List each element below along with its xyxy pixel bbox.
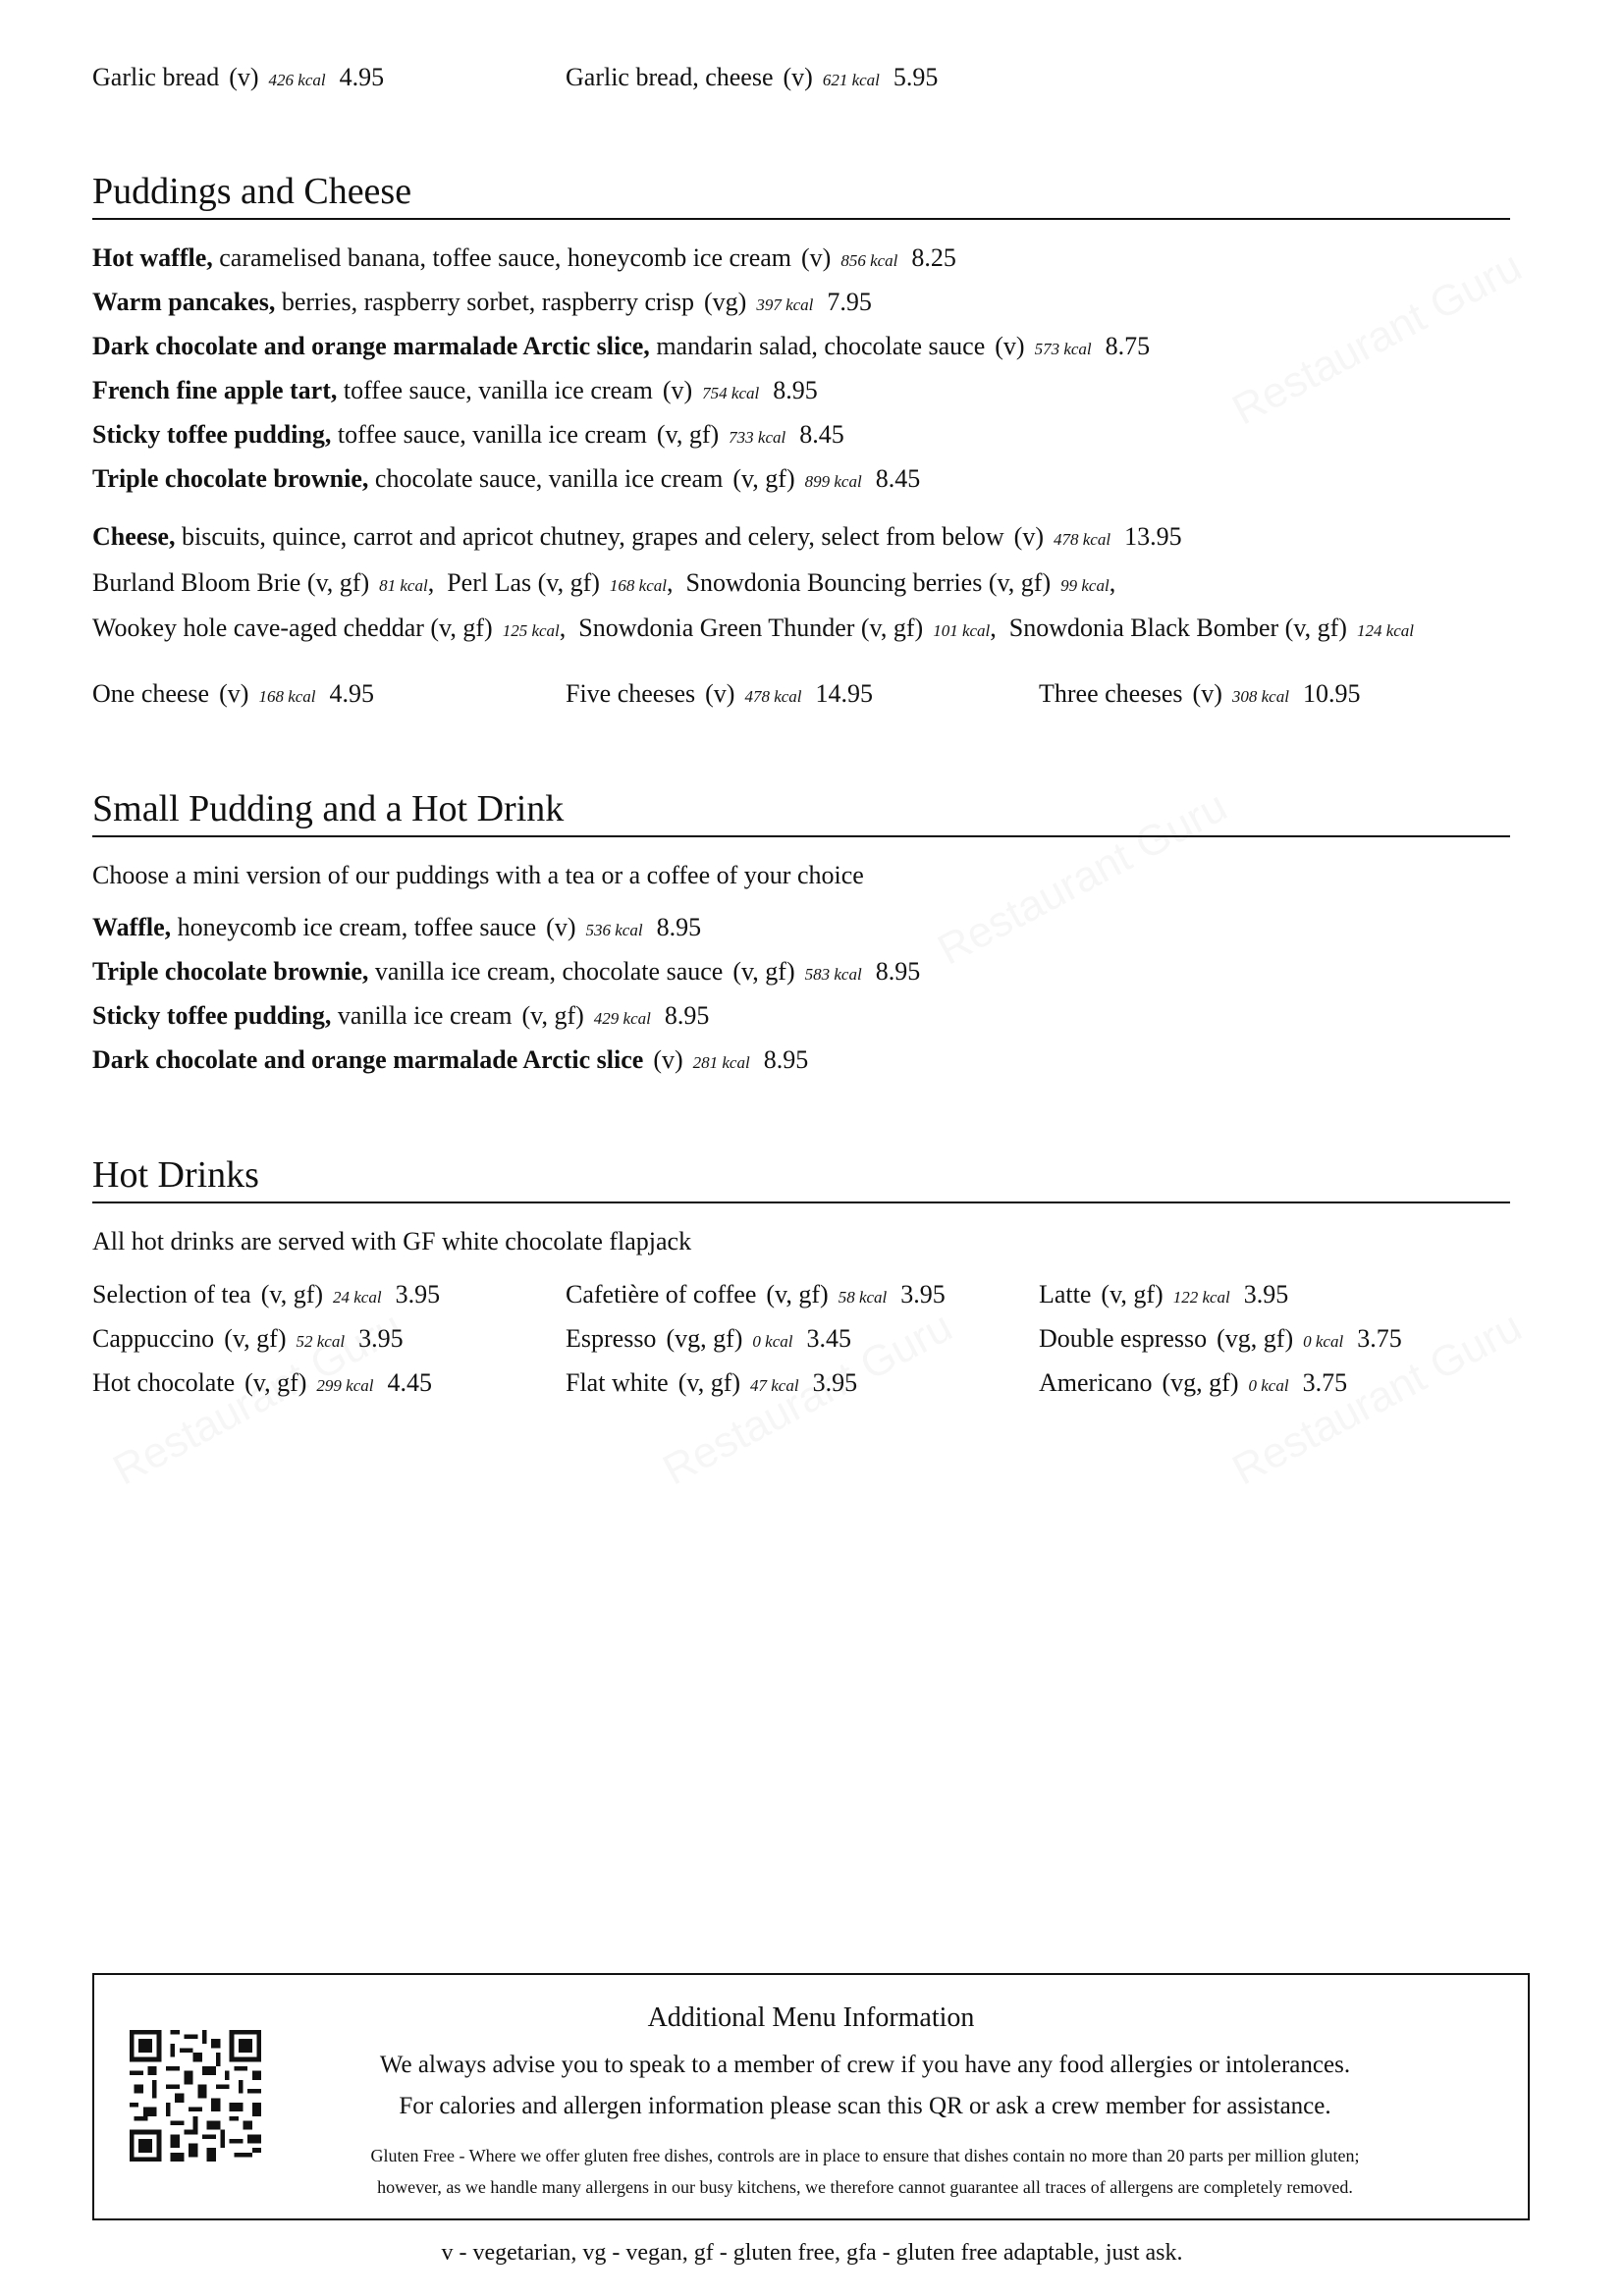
item-kcal: 58 kcal xyxy=(838,1288,888,1307)
item-name: Triple chocolate brownie, xyxy=(92,464,369,493)
item-flags: (v) xyxy=(662,376,693,404)
item-name: Garlic bread, cheese xyxy=(566,63,774,91)
menu-item xyxy=(92,915,701,940)
item-price: 14.95 xyxy=(815,679,874,708)
item-flags: (v) xyxy=(995,332,1025,360)
item-kcal: 899 kcal xyxy=(804,472,862,491)
item-desc: toffee sauce, vanilla ice cream xyxy=(337,376,653,404)
info-allergy-advice: We always advise you to speak to a member of crew if you have any food allergies or intolerances. xyxy=(379,2052,1351,2078)
item-price: 3.95 xyxy=(1243,1280,1289,1308)
section-title-small-pudding: Small Pudding and a Hot Drink xyxy=(92,790,1510,837)
item-name: Latte xyxy=(1039,1280,1092,1308)
item-flags: (v, gf) xyxy=(656,420,720,449)
cheese-name: Snowdonia Green Thunder (v, gf) xyxy=(578,614,924,642)
item-flags: (v) xyxy=(229,63,259,91)
menu-item xyxy=(92,65,384,90)
item-kcal: 754 kcal xyxy=(702,384,760,402)
drink-item xyxy=(1039,1326,1402,1352)
cheese-kcal: 168 kcal xyxy=(609,576,667,595)
info-qr-advice: For calories and allergen information please scan this QR or ask a crew member for assistance. xyxy=(399,2093,1331,2119)
item-flags: (v, gf) xyxy=(224,1324,287,1353)
item-name: Flat white xyxy=(566,1368,669,1397)
item-name: Hot waffle, xyxy=(92,243,213,272)
item-flags: (v, gf) xyxy=(260,1280,324,1308)
item-desc: toffee sauce, vanilla ice cream xyxy=(331,420,647,449)
item-name: Double espresso xyxy=(1039,1324,1208,1353)
item-flags: (vg) xyxy=(704,288,747,316)
drink-item xyxy=(1039,1282,1288,1308)
menu-item xyxy=(92,1047,808,1073)
item-kcal: 536 kcal xyxy=(585,921,643,939)
cheese-kcal: 101 kcal xyxy=(933,621,991,640)
section-intro: Choose a mini version of our puddings with a tea or a coffee of your choice xyxy=(92,861,864,889)
item-desc: chocolate sauce, vanilla ice cream xyxy=(368,464,724,493)
item-name: Waffle, xyxy=(92,913,172,941)
item-kcal: 0 kcal xyxy=(1248,1376,1289,1395)
item-flags: (vg, gf) xyxy=(666,1324,743,1353)
item-kcal: 397 kcal xyxy=(756,295,814,314)
cheese-sep: , xyxy=(427,568,435,597)
cheese-sep: , xyxy=(666,568,674,597)
item-kcal: 0 kcal xyxy=(752,1332,793,1351)
item-flags: (v, gf) xyxy=(1101,1280,1164,1308)
item-name: Five cheeses xyxy=(566,679,696,708)
item-price: 3.75 xyxy=(1357,1324,1402,1353)
item-desc: honeycomb ice cream, toffee sauce xyxy=(171,913,537,941)
item-price: 7.95 xyxy=(827,288,872,316)
cheese-option xyxy=(566,681,873,707)
item-name: Triple chocolate brownie, xyxy=(92,957,369,986)
drink-item xyxy=(566,1326,851,1352)
info-title: Additional Menu Information xyxy=(647,2002,975,2033)
item-flags: (v) xyxy=(653,1045,683,1074)
item-name: Hot chocolate xyxy=(92,1368,236,1397)
item-desc: vanilla ice cream, chocolate sauce xyxy=(368,957,724,986)
item-name: Sticky toffee pudding, xyxy=(92,1001,332,1030)
item-price: 13.95 xyxy=(1124,522,1182,551)
item-price: 4.95 xyxy=(339,63,385,91)
item-price: 8.95 xyxy=(763,1045,809,1074)
item-kcal: 583 kcal xyxy=(804,965,862,984)
item-name: Warm pancakes, xyxy=(92,288,276,316)
item-kcal: 733 kcal xyxy=(729,428,786,447)
info-gluten-note: Gluten Free - Where we offer gluten free dishes, controls are in place to ensure that dishes contain no more than 20 parts per million gluten; xyxy=(370,2146,1360,2165)
item-price: 3.45 xyxy=(806,1324,851,1353)
item-price: 3.95 xyxy=(812,1368,858,1397)
item-kcal: 52 kcal xyxy=(296,1332,346,1351)
cheese-list xyxy=(92,615,1414,641)
cheese-option xyxy=(92,681,374,707)
item-price: 8.95 xyxy=(773,376,818,404)
item-price: 3.95 xyxy=(900,1280,946,1308)
drink-item xyxy=(92,1370,432,1396)
item-kcal: 856 kcal xyxy=(840,251,898,270)
drink-item xyxy=(566,1370,857,1396)
item-flags: (v) xyxy=(705,679,735,708)
item-flags: (v, gf) xyxy=(732,464,795,493)
drink-item xyxy=(1039,1370,1347,1396)
item-name: Cappuccino xyxy=(92,1324,215,1353)
item-price: 8.45 xyxy=(799,420,844,449)
item-desc: mandarin salad, chocolate sauce xyxy=(649,332,986,360)
item-kcal: 168 kcal xyxy=(258,687,316,706)
item-flags: (v, gf) xyxy=(677,1368,741,1397)
item-price: 8.25 xyxy=(911,243,956,272)
item-name: One cheese xyxy=(92,679,210,708)
cheese-name: Wookey hole cave-aged cheddar (v, gf) xyxy=(92,614,493,642)
menu-item-cheese xyxy=(92,524,1182,550)
menu-item xyxy=(92,466,920,492)
menu-item xyxy=(92,959,920,985)
cheese-name: Burland Bloom Brie (v, gf) xyxy=(92,568,370,597)
section-intro: All hot drinks are served with GF white chocolate flapjack xyxy=(92,1227,692,1255)
item-name: Selection of tea xyxy=(92,1280,251,1308)
item-price: 3.75 xyxy=(1302,1368,1348,1397)
cheese-option xyxy=(1039,681,1360,707)
section-title-puddings: Puddings and Cheese xyxy=(92,173,1510,220)
cheese-sep: , xyxy=(1109,568,1116,597)
item-flags: (v) xyxy=(219,679,249,708)
item-name: Cafetière of coffee xyxy=(566,1280,757,1308)
cheese-kcal: 125 kcal xyxy=(502,621,560,640)
item-price: 10.95 xyxy=(1302,679,1361,708)
dietary-key-footnote: v - vegetarian, vg - vegan, gf - gluten free, gfa - gluten free adaptable, just ask. xyxy=(441,2240,1183,2266)
item-name: French fine apple tart, xyxy=(92,376,338,404)
item-price: 8.45 xyxy=(875,464,921,493)
item-kcal: 429 kcal xyxy=(593,1009,651,1028)
menu-item xyxy=(92,1003,709,1029)
item-flags: (v, gf) xyxy=(732,957,795,986)
item-price: 4.95 xyxy=(329,679,375,708)
item-desc: biscuits, quince, carrot and apricot chutney, grapes and celery, select from below xyxy=(175,522,1004,551)
item-kcal: 573 kcal xyxy=(1034,340,1092,358)
item-desc: caramelised banana, toffee sauce, honeycomb ice cream xyxy=(212,243,792,272)
menu-item xyxy=(92,245,956,271)
item-price: 8.95 xyxy=(875,957,921,986)
cheese-kcal: 81 kcal xyxy=(379,576,428,595)
item-flags: (v) xyxy=(546,913,576,941)
drink-item xyxy=(92,1326,404,1352)
item-flags: (vg, gf) xyxy=(1217,1324,1294,1353)
item-price: 4.45 xyxy=(387,1368,432,1397)
drink-item xyxy=(92,1282,440,1308)
item-kcal: 281 kcal xyxy=(692,1053,750,1072)
item-price: 5.95 xyxy=(893,63,939,91)
item-price: 3.95 xyxy=(358,1324,404,1353)
menu-item xyxy=(566,65,938,90)
item-kcal: 308 kcal xyxy=(1231,687,1289,706)
item-name: Garlic bread xyxy=(92,63,220,91)
info-gluten-note: however, as we handle many allergens in our busy kitchens, we therefore cannot guarantee all traces of allergens are completely removed. xyxy=(377,2177,1353,2197)
item-name: Sticky toffee pudding, xyxy=(92,420,332,449)
cheese-kcal: 99 kcal xyxy=(1060,576,1110,595)
item-name: Dark chocolate and orange marmalade Arctic slice xyxy=(92,1045,644,1074)
cheese-list xyxy=(92,570,1115,596)
item-name: Espresso xyxy=(566,1324,657,1353)
item-name: Three cheeses xyxy=(1039,679,1183,708)
item-flags: (v, gf) xyxy=(521,1001,584,1030)
item-kcal: 24 kcal xyxy=(333,1288,382,1307)
item-name: Cheese, xyxy=(92,522,176,551)
item-kcal: 478 kcal xyxy=(1054,530,1111,549)
item-kcal: 621 kcal xyxy=(822,71,880,89)
item-price: 8.95 xyxy=(656,913,702,941)
cheese-name: Snowdonia Bouncing berries (v, gf) xyxy=(685,568,1052,597)
item-flags: (v) xyxy=(1013,522,1044,551)
item-price: 8.75 xyxy=(1105,332,1151,360)
item-flags: (v) xyxy=(1192,679,1222,708)
item-flags: (v) xyxy=(801,243,832,272)
item-kcal: 478 kcal xyxy=(744,687,802,706)
additional-info-box xyxy=(92,1973,1530,2220)
cheese-sep: , xyxy=(990,614,997,642)
item-name: Dark chocolate and orange marmalade Arctic slice, xyxy=(92,332,650,360)
item-desc: berries, raspberry sorbet, raspberry crisp xyxy=(275,288,695,316)
watermark xyxy=(1224,242,1530,436)
cheese-kcal: 124 kcal xyxy=(1356,621,1415,640)
item-flags: (v) xyxy=(783,63,813,91)
item-desc: vanilla ice cream xyxy=(331,1001,513,1030)
item-price: 8.95 xyxy=(664,1001,710,1030)
cheese-name: Snowdonia Black Bomber (v, gf) xyxy=(1008,614,1347,642)
item-flags: (v, gf) xyxy=(766,1280,829,1308)
menu-item xyxy=(92,378,818,403)
item-flags: (vg, gf) xyxy=(1162,1368,1239,1397)
item-price: 3.95 xyxy=(395,1280,441,1308)
menu-item xyxy=(92,290,872,315)
menu-item xyxy=(92,334,1150,359)
cheese-sep: , xyxy=(559,614,567,642)
drink-item xyxy=(566,1282,946,1308)
cheese-name: Perl Las (v, gf) xyxy=(447,568,600,597)
item-flags: (v, gf) xyxy=(244,1368,307,1397)
menu-item xyxy=(92,422,844,448)
item-kcal: 122 kcal xyxy=(1172,1288,1230,1307)
section-title-hot-drinks: Hot Drinks xyxy=(92,1156,1510,1203)
item-name: Americano xyxy=(1039,1368,1153,1397)
item-kcal: 0 kcal xyxy=(1303,1332,1344,1351)
item-kcal: 426 kcal xyxy=(268,71,326,89)
item-kcal: 47 kcal xyxy=(750,1376,799,1395)
item-kcal: 299 kcal xyxy=(316,1376,374,1395)
